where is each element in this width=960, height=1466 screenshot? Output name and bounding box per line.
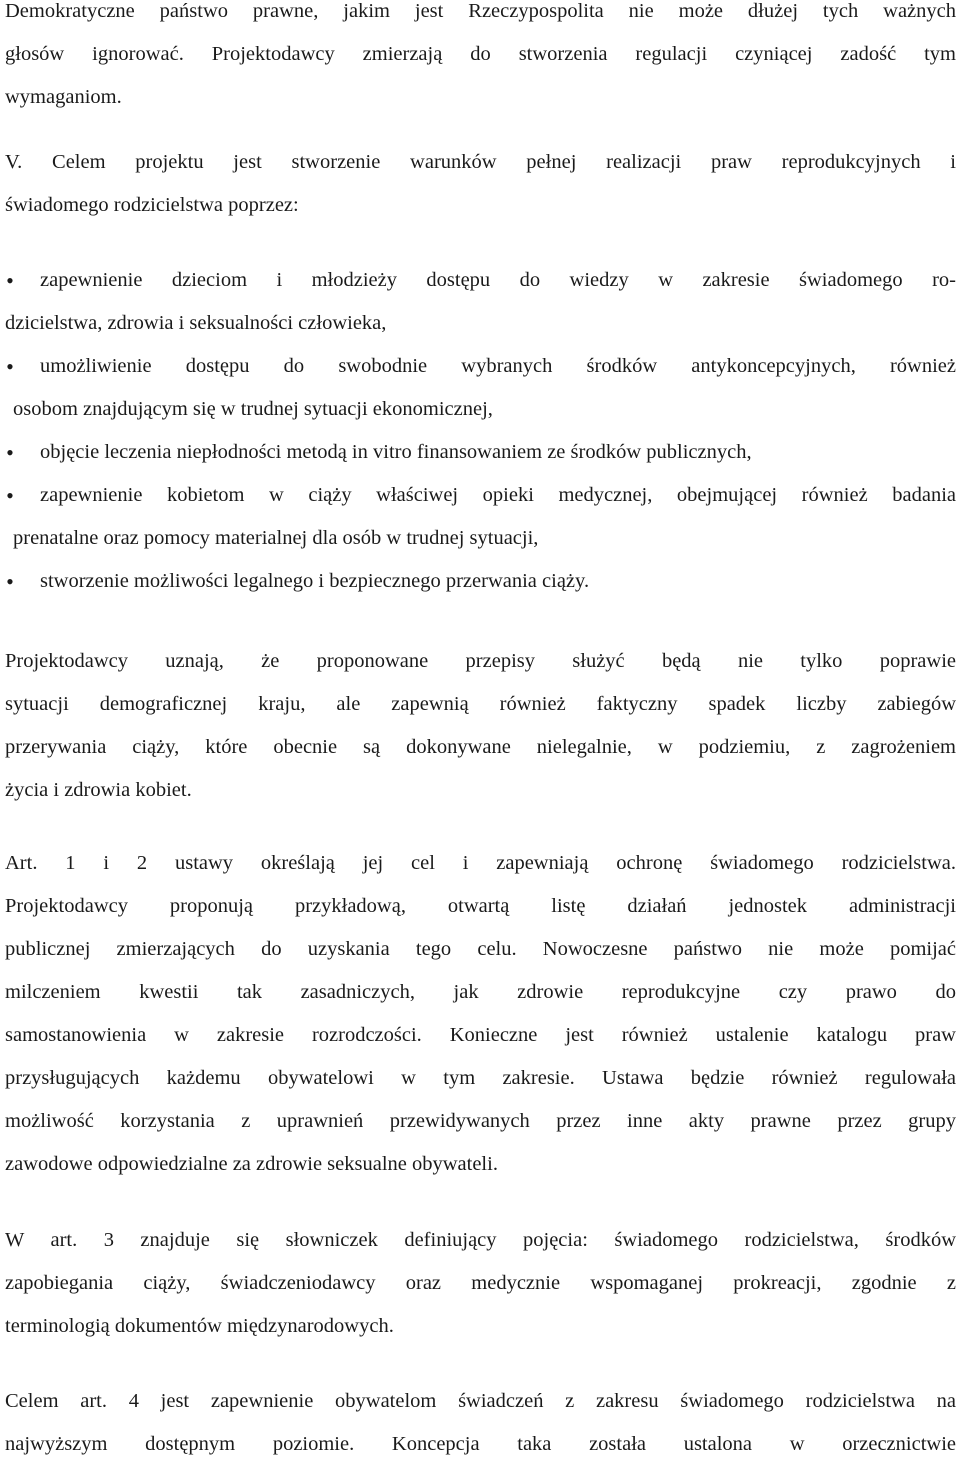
authors-paragraph — [5, 640, 956, 812]
bullet-icon: • — [6, 483, 14, 508]
art12-line-5: samostanowienia w zakresie rozrodczości. Konieczne jest również ustalenie katalogu praw — [5, 1024, 956, 1046]
bullet-line: zapewnienie kobietom w ciąży właściwej opieki medycznej, obejmującej również badania — [40, 484, 956, 506]
bullet-item — [5, 474, 956, 560]
bullet-continuation: dzicielstwa, zdrowia i seksualności człowieka, — [5, 312, 387, 334]
art4-line-1: Celem art. 4 jest zapewnienie obywatelom świadczeń z zakresu świadomego rodzicielstwa na — [5, 1390, 956, 1412]
authors-line-3: przerywania ciąży, które obecnie są dokonywane nielegalnie, w podziemiu, z zagrożeniem — [5, 736, 956, 758]
art4-line-2: najwyższym dostępnym poziomie. Koncepcja taka została ustalona w orzecznictwie — [5, 1433, 956, 1455]
art12-line-3: publicznej zmierzających do uzyskania tego celu. Nowoczesne państwo nie może pomijać — [5, 938, 956, 960]
bullet-line: objęcie leczenia niepłodności metodą in vitro finansowaniem ze środków publicznych, — [40, 441, 752, 463]
art4-paragraph — [5, 1380, 956, 1466]
goal-line-1: V. Celem projektu jest stworzenie warunków pełnej realizacji praw reprodukcyjnych i — [5, 151, 956, 173]
art12-line-2: Projektodawcy proponują przykładową, otwartą listę działań jednostek administracji — [5, 895, 956, 917]
art12-line-7: możliwość korzystania z uprawnień przewidywanych przez inne akty prawne przez grupy — [5, 1110, 956, 1132]
bullet-item — [5, 345, 956, 431]
art12-line-6: przysługujących każdemu obywatelowi w tym zakresie. Ustawa będzie również regulowała — [5, 1067, 956, 1089]
goals-bullet-list — [5, 259, 956, 603]
intro-line-3: wymaganiom. — [5, 86, 122, 108]
bullet-item — [5, 560, 956, 603]
bullet-continuation: osobom znajdującym się w trudnej sytuacji ekonomicznej, — [13, 398, 493, 420]
authors-line-4: życia i zdrowia kobiet. — [5, 779, 192, 801]
bullet-icon: • — [6, 440, 14, 465]
art12-line-1: Art. 1 i 2 ustawy określają jej cel i zapewniają ochronę świadomego rodzicielstwa. — [5, 852, 956, 874]
bullet-item — [5, 259, 956, 345]
goal-paragraph — [5, 141, 956, 227]
bullet-icon: • — [6, 354, 14, 379]
bullet-item — [5, 431, 956, 474]
authors-line-1: Projektodawcy uznają, że proponowane przepisy służyć będą nie tylko poprawie — [5, 650, 956, 672]
art3-line-3: terminologią dokumentów międzynarodowych. — [5, 1315, 394, 1337]
intro-line-1: Demokratyczne państwo prawne, jakim jest Rzeczypospolita nie może dłużej tych ważnych — [5, 0, 956, 22]
goal-line-2: świadomego rodzicielstwa poprzez: — [5, 194, 299, 216]
intro-line-2: głosów ignorować. Projektodawcy zmierzają do stworzenia regulacji czyniącej zadość tym — [5, 43, 956, 65]
bullet-line: umożliwienie dostępu do swobodnie wybranych środków antykoncepcyjnych, również — [40, 355, 956, 377]
art12-paragraph — [5, 842, 956, 1186]
art3-paragraph — [5, 1219, 956, 1348]
bullet-continuation: prenatalne oraz pomocy materialnej dla osób w trudnej sytuacji, — [13, 527, 539, 549]
authors-line-2: sytuacji demograficznej kraju, ale zapewnią również faktyczny spadek liczby zabiegów — [5, 693, 956, 715]
bullet-icon: • — [6, 268, 14, 293]
art3-line-1: W art. 3 znajduje się słowniczek definiujący pojęcia: świadomego rodzicielstwa, środków — [5, 1229, 956, 1251]
art12-line-4: milczeniem kwestii tak zasadniczych, jak zdrowie reprodukcyjne czy prawo do — [5, 981, 956, 1003]
intro-paragraph — [5, 0, 956, 119]
bullet-icon: • — [6, 569, 14, 594]
bullet-line: stworzenie możliwości legalnego i bezpiecznego przerwania ciąży. — [40, 570, 590, 592]
art3-line-2: zapobiegania ciąży, świadczeniodawcy oraz medycznie wspomaganej prokreacji, zgodnie z — [5, 1272, 956, 1294]
art12-line-8: zawodowe odpowiedzialne za zdrowie seksualne obywateli. — [5, 1153, 498, 1175]
bullet-line: zapewnienie dzieciom i młodzieży dostępu do wiedzy w zakresie świadomego ro- — [40, 269, 956, 291]
